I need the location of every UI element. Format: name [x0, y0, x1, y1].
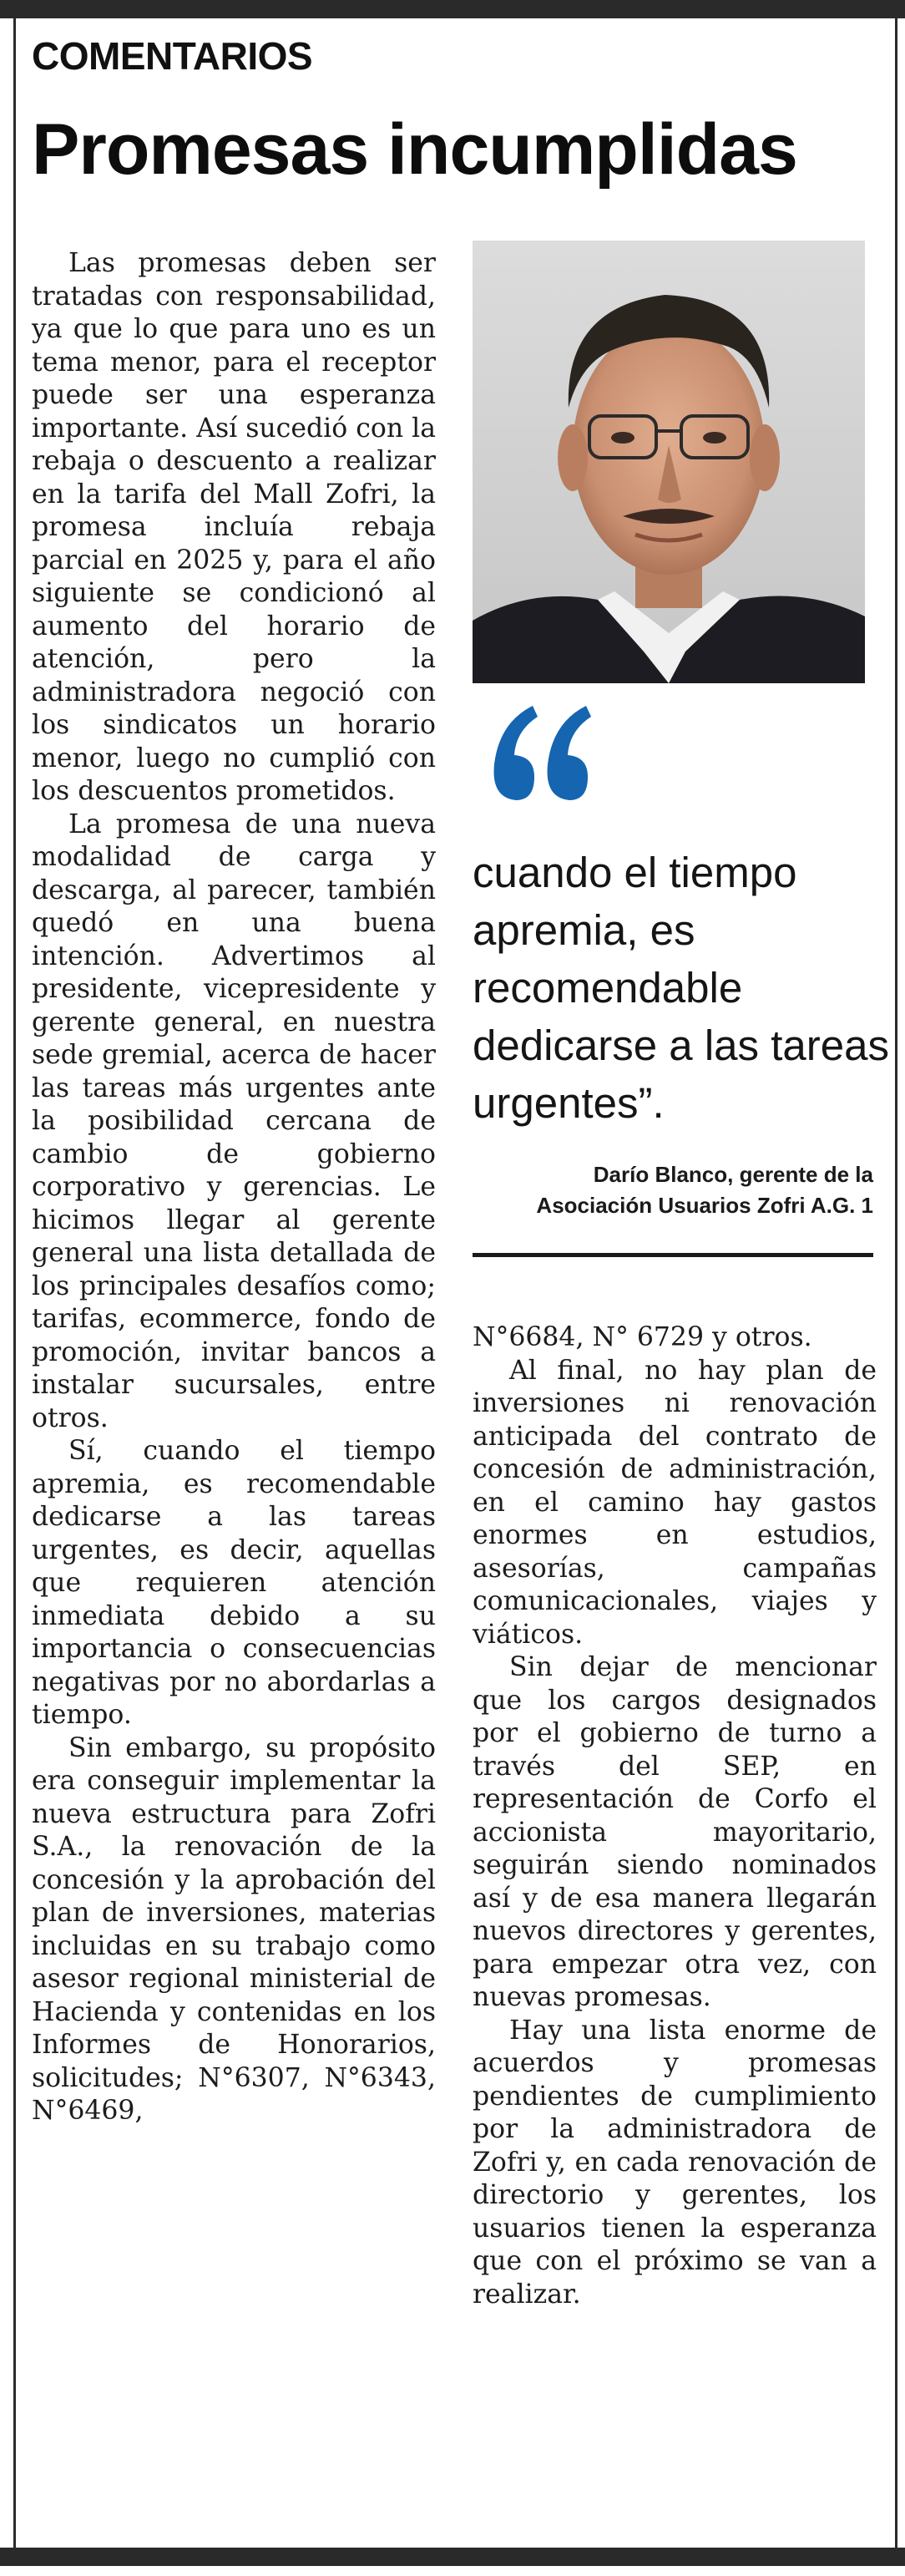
body-paragraph: Hay una lista enorme de acuerdos y promesas pendientes de cumplimiento por la administradora de Zofri y, en cada renovación de directorio y gerentes, los usuarios tienen la esperanza que con el próximo se van a realizar. — [473, 2015, 877, 2310]
quote-mark-icon — [483, 693, 591, 810]
body-paragraph: Sin embargo, su propósito era conseguir implementar la nueva estructura para Zofri S.A., la renovación de la concesión y la aprobación del plan de inversiones, materias incluidas en su trabajo como asesor regional ministerial de Hacienda y contenidas en los Informes de Honorarios, solicitudes; N°6307, N°6343, N°6469, — [32, 1732, 436, 2126]
left-column-rule — [13, 18, 16, 2548]
pull-quote-text: cuando el tiempo apremia, es recomendable dedicarse a las tareas urgentes”. — [473, 849, 889, 1127]
body-paragraph: Las promesas deben ser tratadas con responsabilidad, ya que lo que para uno es un tema menor, para el receptor puede ser una esperanza importante. Así sucedió con la rebaja o descuento a realizar en la tarifa del Mall Zofri, la promesa incluía rebaja parcial en 2025 y, para el año siguiente se condicionó al aumento del horario de atención, pero la administradora negoció con los sindicatos un horario menor, luego no cumplió con los descuentos prometidos. — [32, 248, 436, 806]
body-paragraph: Al final, no hay plan de inversiones ni renovación anticipada del contrato de concesión de administración, en el camino hay gastos enormes en estudios, asesorías, campañas comunicacionales, viajes y viáticos. — [473, 1355, 877, 1650]
author-photo — [473, 241, 865, 683]
body-column-left — [32, 247, 436, 2128]
section-label: COMENTARIOS — [32, 34, 313, 78]
body-column-right — [473, 1321, 877, 2311]
attribution-line: Darío Blanco, gerente de la — [593, 1162, 873, 1187]
column-divider-rule — [473, 1253, 873, 1257]
body-paragraph: Sin dejar de mencionar que los cargos designados por el gobierno de turno a través del SEP, en representación de Corfo el accionista mayoritario, seguirán siendo nominados así y de esa manera llegarán nuevos directores y gerentes, para empezar otra vez, con nuevas promesas. — [473, 1652, 877, 2012]
attribution-line: Asociación Usuarios Zofri A.G. 1 — [536, 1193, 873, 1218]
article-headline: Promesas incumplidas — [32, 109, 797, 190]
top-rule — [0, 0, 905, 18]
pull-quote-attribution — [473, 1159, 873, 1221]
body-paragraph: N°6684, N° 6729 y otros. — [473, 1322, 812, 1352]
bottom-rule — [0, 2548, 905, 2566]
body-paragraph: Sí, cuando el tiempo apremia, es recomendable dedicarse a las tareas urgentes, es decir, aquellas que requieren atención inmediata debido a su importancia o consecuencias negativas por no abordarlas a tiempo. — [32, 1436, 436, 1730]
body-paragraph: La promesa de una nueva modalidad de carga y descarga, al parecer, también quedó en una buena intención. Advertimos al presidente, vicepresidente y gerente general, en nuestra sede gremial, acerca de hacer las tareas más urgentes ante la posibilidad cercana de cambio de gobierno corporativo y gerencias. Le hicimos llegar al gerente general una lista detallada de los principales desafíos como; tarifas, ecommerce, fondo de promoción, invitar bancos a instalar sucursales, entre otros. — [32, 809, 436, 1433]
right-column-rule — [895, 18, 897, 2548]
